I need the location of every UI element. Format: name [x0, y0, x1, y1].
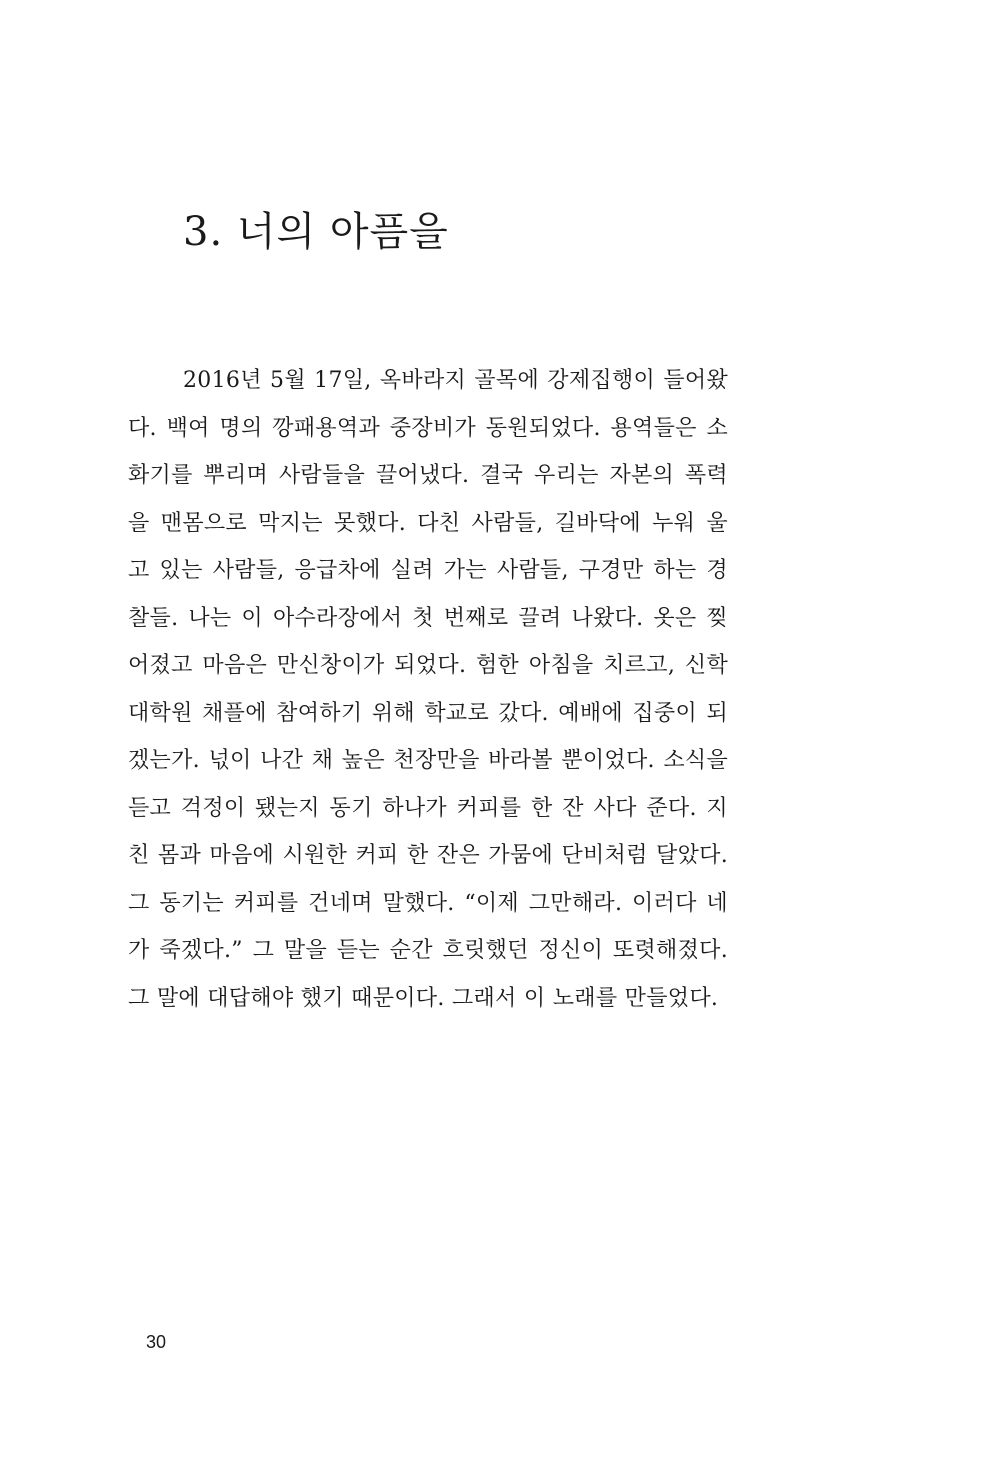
page-number: 30: [146, 1332, 167, 1352]
paragraph-line: 그 말에 대답해야 했기 때문이다. 그래서 이 노래를 만들었다.: [128, 985, 719, 1011]
paragraph-line: 그 동기는 커피를 건네며 말했다. “이제 그만해라. 이러다 네: [128, 890, 728, 916]
paragraph-line: 고 있는 사람들, 응급차에 실려 가는 사람들, 구경만 하는 경: [128, 558, 728, 583]
body-paragraph: [128, 357, 728, 1022]
paragraph-line: 2016년 5월 17일, 옥바라지 골목에 강제집행이 들어왔: [183, 368, 728, 393]
paragraph-line: 찰들. 나는 이 아수라장에서 첫 번째로 끌려 나왔다. 옷은 찢: [128, 605, 728, 631]
paragraph-line: 화기를 뿌리며 사람들을 끌어냈다. 결국 우리는 자본의 폭력: [128, 463, 728, 488]
paragraph-line: 가 죽겠다.” 그 말을 듣는 순간 흐릿했던 정신이 또렷해졌다.: [128, 938, 728, 963]
paragraph-line: 다. 백여 명의 깡패용역과 중장비가 동원되었다. 용역들은 소: [128, 415, 728, 441]
paragraph-line: 어졌고 마음은 만신창이가 되었다. 험한 아침을 치르고, 신학: [128, 653, 728, 678]
paragraph-line: 친 몸과 마음에 시원한 커피 한 잔은 가뭄에 단비처럼 달았다.: [128, 843, 728, 868]
paragraph-line: 을 맨몸으로 막지는 못했다. 다친 사람들, 길바닥에 누워 울: [128, 510, 728, 536]
chapter-title: 3. 너의 아픔을: [183, 209, 449, 255]
paragraph-line: 겠는가. 넋이 나간 채 높은 천장만을 바라볼 뿐이었다. 소식을: [128, 748, 728, 773]
paragraph-line: 듣고 걱정이 됐는지 동기 하나가 커피를 한 잔 사다 준다. 지: [128, 795, 728, 821]
paragraph-line: 대학원 채플에 참여하기 위해 학교로 갔다. 예배에 집중이 되: [128, 700, 728, 726]
